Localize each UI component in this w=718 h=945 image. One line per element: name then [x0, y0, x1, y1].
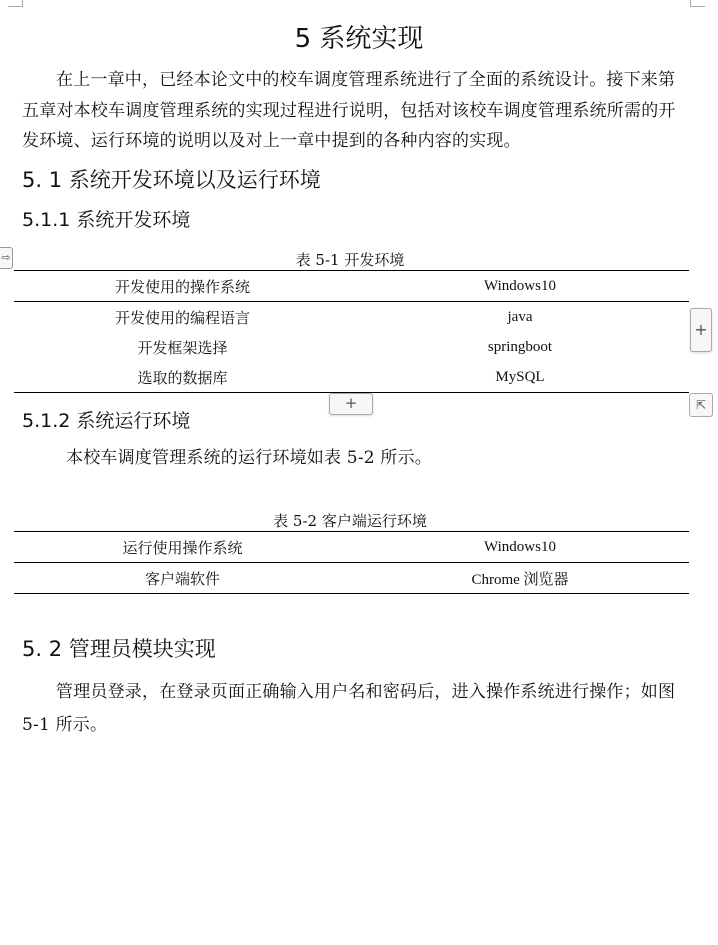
- add-column-button[interactable]: +: [690, 308, 712, 352]
- intro-paragraph: 在上一章中，已经本论文中的校车调度管理系统进行了全面的系统设计。接下来第五章对本校车调度管理系统的实现过程进行说明，包括对该校车调度管理系统所需的开发环境、运行环境的说明以及对上一章中提到的各种内容的实现。: [22, 70, 676, 151]
- table-row: [14, 532, 689, 563]
- table-cell-label[interactable]: 客户端软件: [14, 563, 351, 594]
- table-row: [14, 362, 689, 393]
- table-row: [14, 563, 689, 594]
- table-5-1: [14, 270, 689, 393]
- section-5-1-2-paragraph: 本校车调度管理系统的运行环境如表 5-2 所示。: [66, 448, 432, 468]
- margin-corner-right: [690, 0, 705, 7]
- table-move-handle-icon[interactable]: ⇨: [0, 247, 13, 269]
- table-cell-label[interactable]: 运行使用操作系统: [14, 532, 351, 563]
- section-5-2-heading: 5. 2 管理员模块实现: [22, 637, 216, 661]
- add-row-button[interactable]: +: [329, 393, 373, 415]
- table-cell-value[interactable]: Chrome 浏览器: [351, 563, 689, 594]
- table-cell-value[interactable]: Windows10: [351, 271, 689, 302]
- table-cell-label[interactable]: 开发框架选择: [137, 338, 228, 357]
- section-5-2-paragraph: 管理员登录，在登录页面正确输入用户名和密码后，进入操作系统进行操作；如图 5-1 所示。: [22, 682, 676, 735]
- table-cell-value[interactable]: springboot: [487, 338, 553, 355]
- table-cell-value[interactable]: MySQL: [351, 362, 689, 393]
- table-cell-value[interactable]: java: [351, 302, 689, 333]
- table-row: [14, 332, 689, 362]
- table-5-2-caption: 表 5-2 客户端运行环境: [273, 512, 427, 530]
- table-cell-value[interactable]: Windows10: [351, 532, 689, 563]
- section-5-1-heading: 5. 1 系统开发环境以及运行环境: [22, 168, 321, 192]
- chapter-title: 5 系统实现: [294, 24, 424, 54]
- section-5-1-1-heading: 5.1.1 系统开发环境: [22, 209, 191, 231]
- margin-corner-left: [8, 0, 23, 7]
- table-cell-label[interactable]: 选取的数据库: [14, 362, 351, 393]
- table-resize-icon[interactable]: ⇱: [689, 393, 713, 417]
- table-row: [14, 271, 689, 302]
- table-row: [14, 302, 689, 333]
- section-5-1-2-heading: 5.1.2 系统运行环境: [22, 410, 191, 432]
- table-cell-label[interactable]: 开发使用的编程语言: [14, 302, 351, 333]
- table-5-1-caption: 表 5-1 开发环境: [295, 251, 405, 269]
- table-cell-label[interactable]: 开发使用的操作系统: [14, 271, 351, 302]
- table-5-2: [14, 531, 689, 594]
